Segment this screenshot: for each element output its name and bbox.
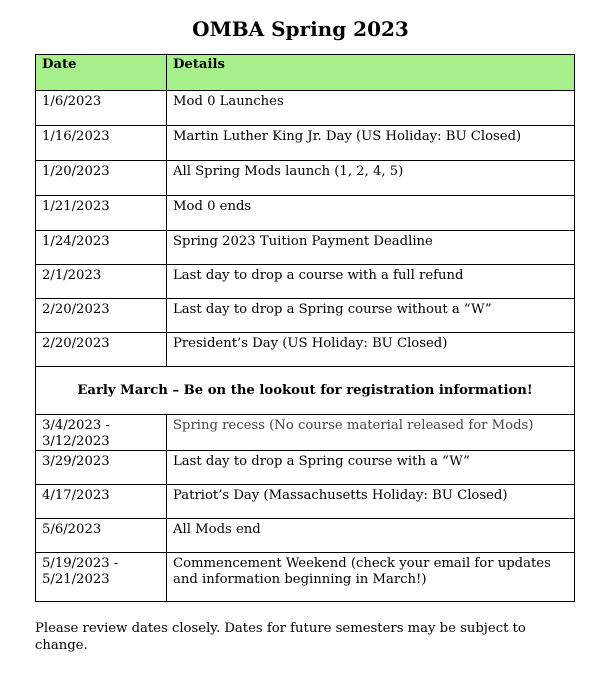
- header-details: Details: [167, 55, 575, 91]
- page-title: OMBA Spring 2023: [192, 17, 409, 41]
- table-row: [36, 415, 575, 451]
- date-cell: [36, 553, 167, 602]
- date-cell: 1/24/2023: [36, 231, 167, 265]
- table-row: [36, 451, 575, 485]
- table-row: [36, 299, 575, 333]
- details-cell: Last day to drop a Spring course without a “W”: [167, 299, 575, 333]
- details-cell: Spring 2023 Tuition Payment Deadline: [167, 231, 575, 265]
- date-cell: 2/1/2023: [36, 265, 167, 299]
- details-cell: Last day to drop a Spring course with a “W”: [167, 451, 575, 485]
- date-cell: 1/21/2023: [36, 196, 167, 231]
- table-row: [36, 126, 575, 161]
- table-row: [36, 265, 575, 299]
- details-cell: Martin Luther King Jr. Day (US Holiday: BU Closed): [167, 126, 575, 161]
- schedule-table: [35, 54, 575, 602]
- date-cell: 1/6/2023: [36, 91, 167, 126]
- table-row: [36, 231, 575, 265]
- table-row: [36, 91, 575, 126]
- details-cell: Mod 0 Launches: [167, 91, 575, 126]
- date-cell: [36, 415, 167, 451]
- date-cell: 4/17/2023: [36, 485, 167, 519]
- details-cell: Commencement Weekend (check your email for updates and information beginning in March!): [167, 553, 575, 602]
- table-header-row: [36, 55, 575, 91]
- date-cell: 1/20/2023: [36, 161, 167, 196]
- date-range: 5/19/2023 - 5/21/2023: [42, 556, 119, 587]
- header-date: Date: [36, 55, 167, 91]
- table-row: [36, 553, 575, 602]
- details-cell: All Spring Mods launch (1, 2, 4, 5): [167, 161, 575, 196]
- details-cell: All Mods end: [167, 519, 575, 553]
- date-cell: 5/6/2023: [36, 519, 167, 553]
- details-cell: President’s Day (US Holiday: BU Closed): [167, 333, 575, 367]
- details-cell: Patriot’s Day (Massachusetts Holiday: BU Closed): [167, 485, 575, 519]
- footer-note: Please review dates closely. Dates for future semesters may be subject to change.: [35, 621, 526, 653]
- notice-row: [36, 367, 575, 415]
- table-row: [36, 161, 575, 196]
- details-cell: Mod 0 ends: [167, 196, 575, 231]
- details-cell: Spring recess (No course material released for Mods): [167, 415, 575, 451]
- date-cell: 2/20/2023: [36, 333, 167, 367]
- date-cell: 3/29/2023: [36, 451, 167, 485]
- date-range-start: 3/4/2023 - 3/12/2023: [42, 418, 110, 449]
- table-row: [36, 333, 575, 367]
- table-row: [36, 196, 575, 231]
- date-cell: 2/20/2023: [36, 299, 167, 333]
- table-row: [36, 519, 575, 553]
- details-cell: Last day to drop a course with a full refund: [167, 265, 575, 299]
- date-cell: 1/16/2023: [36, 126, 167, 161]
- registration-notice: Early March – Be on the lookout for registration information!: [36, 367, 575, 415]
- table-row: [36, 485, 575, 519]
